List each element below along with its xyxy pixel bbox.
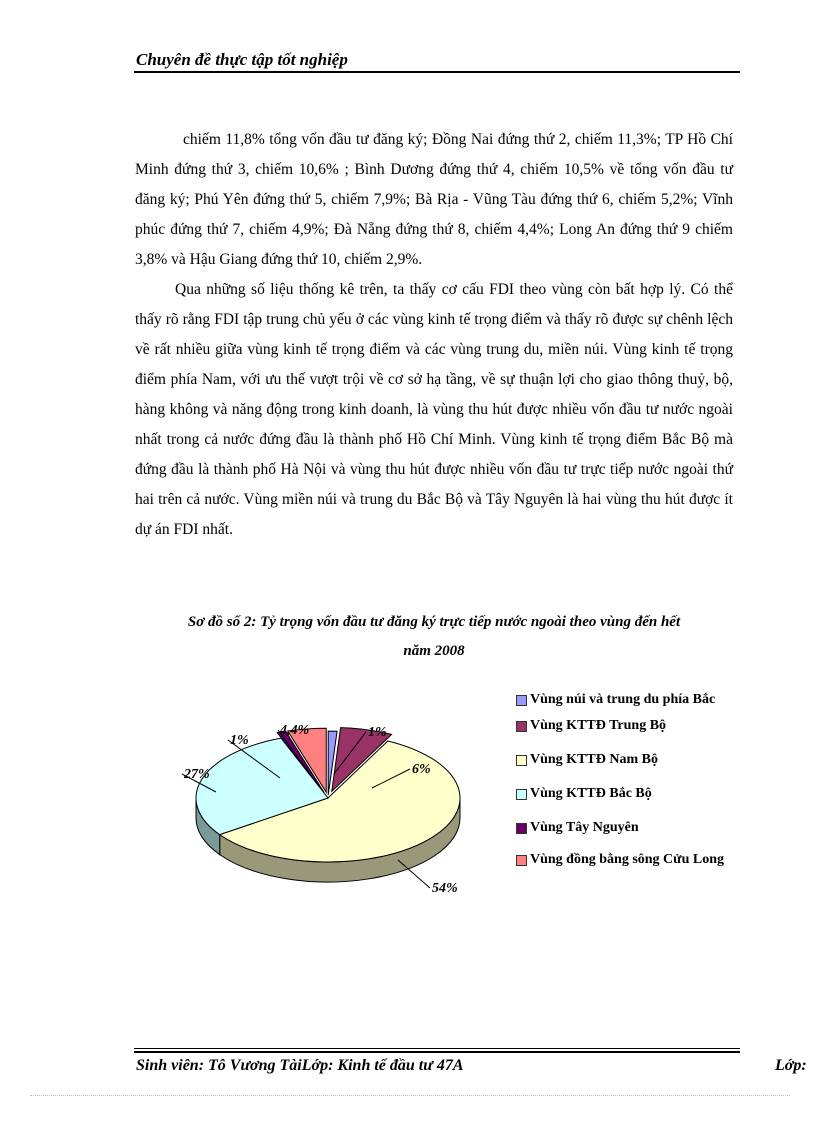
legend-item [514, 752, 744, 767]
legend-swatch [516, 755, 527, 766]
pie-label-2: 54% [432, 881, 458, 896]
footer-rule [134, 1048, 740, 1049]
legend-label: Vùng Tây Nguyên [530, 820, 639, 835]
legend-item [514, 820, 744, 835]
legend-item [514, 692, 744, 707]
footer-student-info: Sinh viên: Tô Vương TàiLớp: Kinh tế đầu tư 47A [136, 1057, 464, 1074]
legend-item [514, 718, 744, 733]
pie-label-3: 27% [184, 767, 210, 782]
legend-item [514, 852, 744, 867]
legend-label: Vùng núi và trung du phía Bắc [530, 692, 716, 707]
legend-swatch [516, 855, 527, 866]
header-rule [134, 71, 740, 73]
footer-class-label: Lớp: [775, 1057, 807, 1074]
body-text [135, 125, 733, 545]
pie-label-0: 1% [368, 725, 387, 740]
pie-label-1: 6% [412, 762, 431, 777]
legend-label: Vùng KTTĐ Trung Bộ [530, 718, 667, 733]
footer-rule-thick [134, 1051, 740, 1053]
pie-chart [140, 680, 500, 920]
chart-caption-line-2: năm 2008 [403, 643, 465, 659]
chart-caption [135, 608, 733, 666]
legend-label: Vùng KTTĐ Bắc Bộ [530, 786, 652, 801]
paragraph-1: chiếm 11,8% tổng vốn đầu tư đăng ký; Đồng Nai đứng thứ 2, chiếm 11,3%; TP Hồ Chí Minh đứng thứ 3, chiếm 10,6% ; Bình Dương đứng thứ 4, chiếm 10,5% về tổng vốn đầu tư đăng ký; Phú Yên đứng thứ 5, chiếm 7,9%; Bà Rịa - Vũng Tàu đứng thứ 6, chiếm 5,2%; Vĩnh phúc đứng thứ 7, chiếm 4,9%; Đà Nẵng đứng thứ 8, chiếm 4,4%; Long An đứng thứ 9 chiếm 3,8% và Hậu Giang đứng thứ 10, chiếm 2,9%. [135, 131, 733, 268]
page-header-title: Chuyên đề thực tập tốt nghiệp [136, 50, 348, 69]
paragraph-2: Qua những số liệu thống kê trên, ta thấy cơ cấu FDI theo vùng còn bất hợp lý. Có thể thấy rõ rằng FDI tập trung chủ yếu ở các vùng kinh tế trọng điểm và thấy rõ được sự chênh lệch về rất nhiều giữa vùng kinh tế trọng điểm và các vùng trung du, miền núi. Vùng kinh tế trọng điểm phía Nam, với ưu thế vượt trội về cơ sở hạ tầng, về sự thuận lợi cho giao thông thuỷ, bộ, hàng không và năng động trong kinh doanh, là vùng thu hút được nhiều vốn đầu tư nước ngoài nhất trong cả nước đứng đầu là thành phố Hồ Chí Minh. Vùng kinh tế trọng điểm Bắc Bộ mà đứng đầu là thành phố Hà Nội và vùng thu hút được nhiều vốn đầu tư trực tiếp nước ngoài thứ hai trên cả nước. Vùng miền núi và trung du Bắc Bộ và Tây Nguyên là hai vùng thu hút được ít dự án FDI nhất. [135, 281, 733, 538]
legend-item [514, 786, 744, 801]
legend-swatch [516, 695, 527, 706]
pie-label-5: 4,4% [280, 723, 310, 738]
chart-legend [514, 692, 744, 867]
legend-label: Vùng KTTĐ Nam Bộ [530, 752, 658, 767]
pie-label-4: 1% [230, 733, 249, 748]
legend-swatch [516, 823, 527, 834]
legend-swatch [516, 789, 527, 800]
page-edge-dots [30, 1095, 790, 1096]
legend-label: Vùng đồng bằng sông Cửu Long [530, 852, 724, 867]
legend-swatch [516, 721, 527, 732]
chart-caption-line-1: Sơ đồ số 2: Tỷ trọng vốn đầu tư đăng ký trực tiếp nước ngoài theo vùng đến hết [187, 614, 681, 630]
